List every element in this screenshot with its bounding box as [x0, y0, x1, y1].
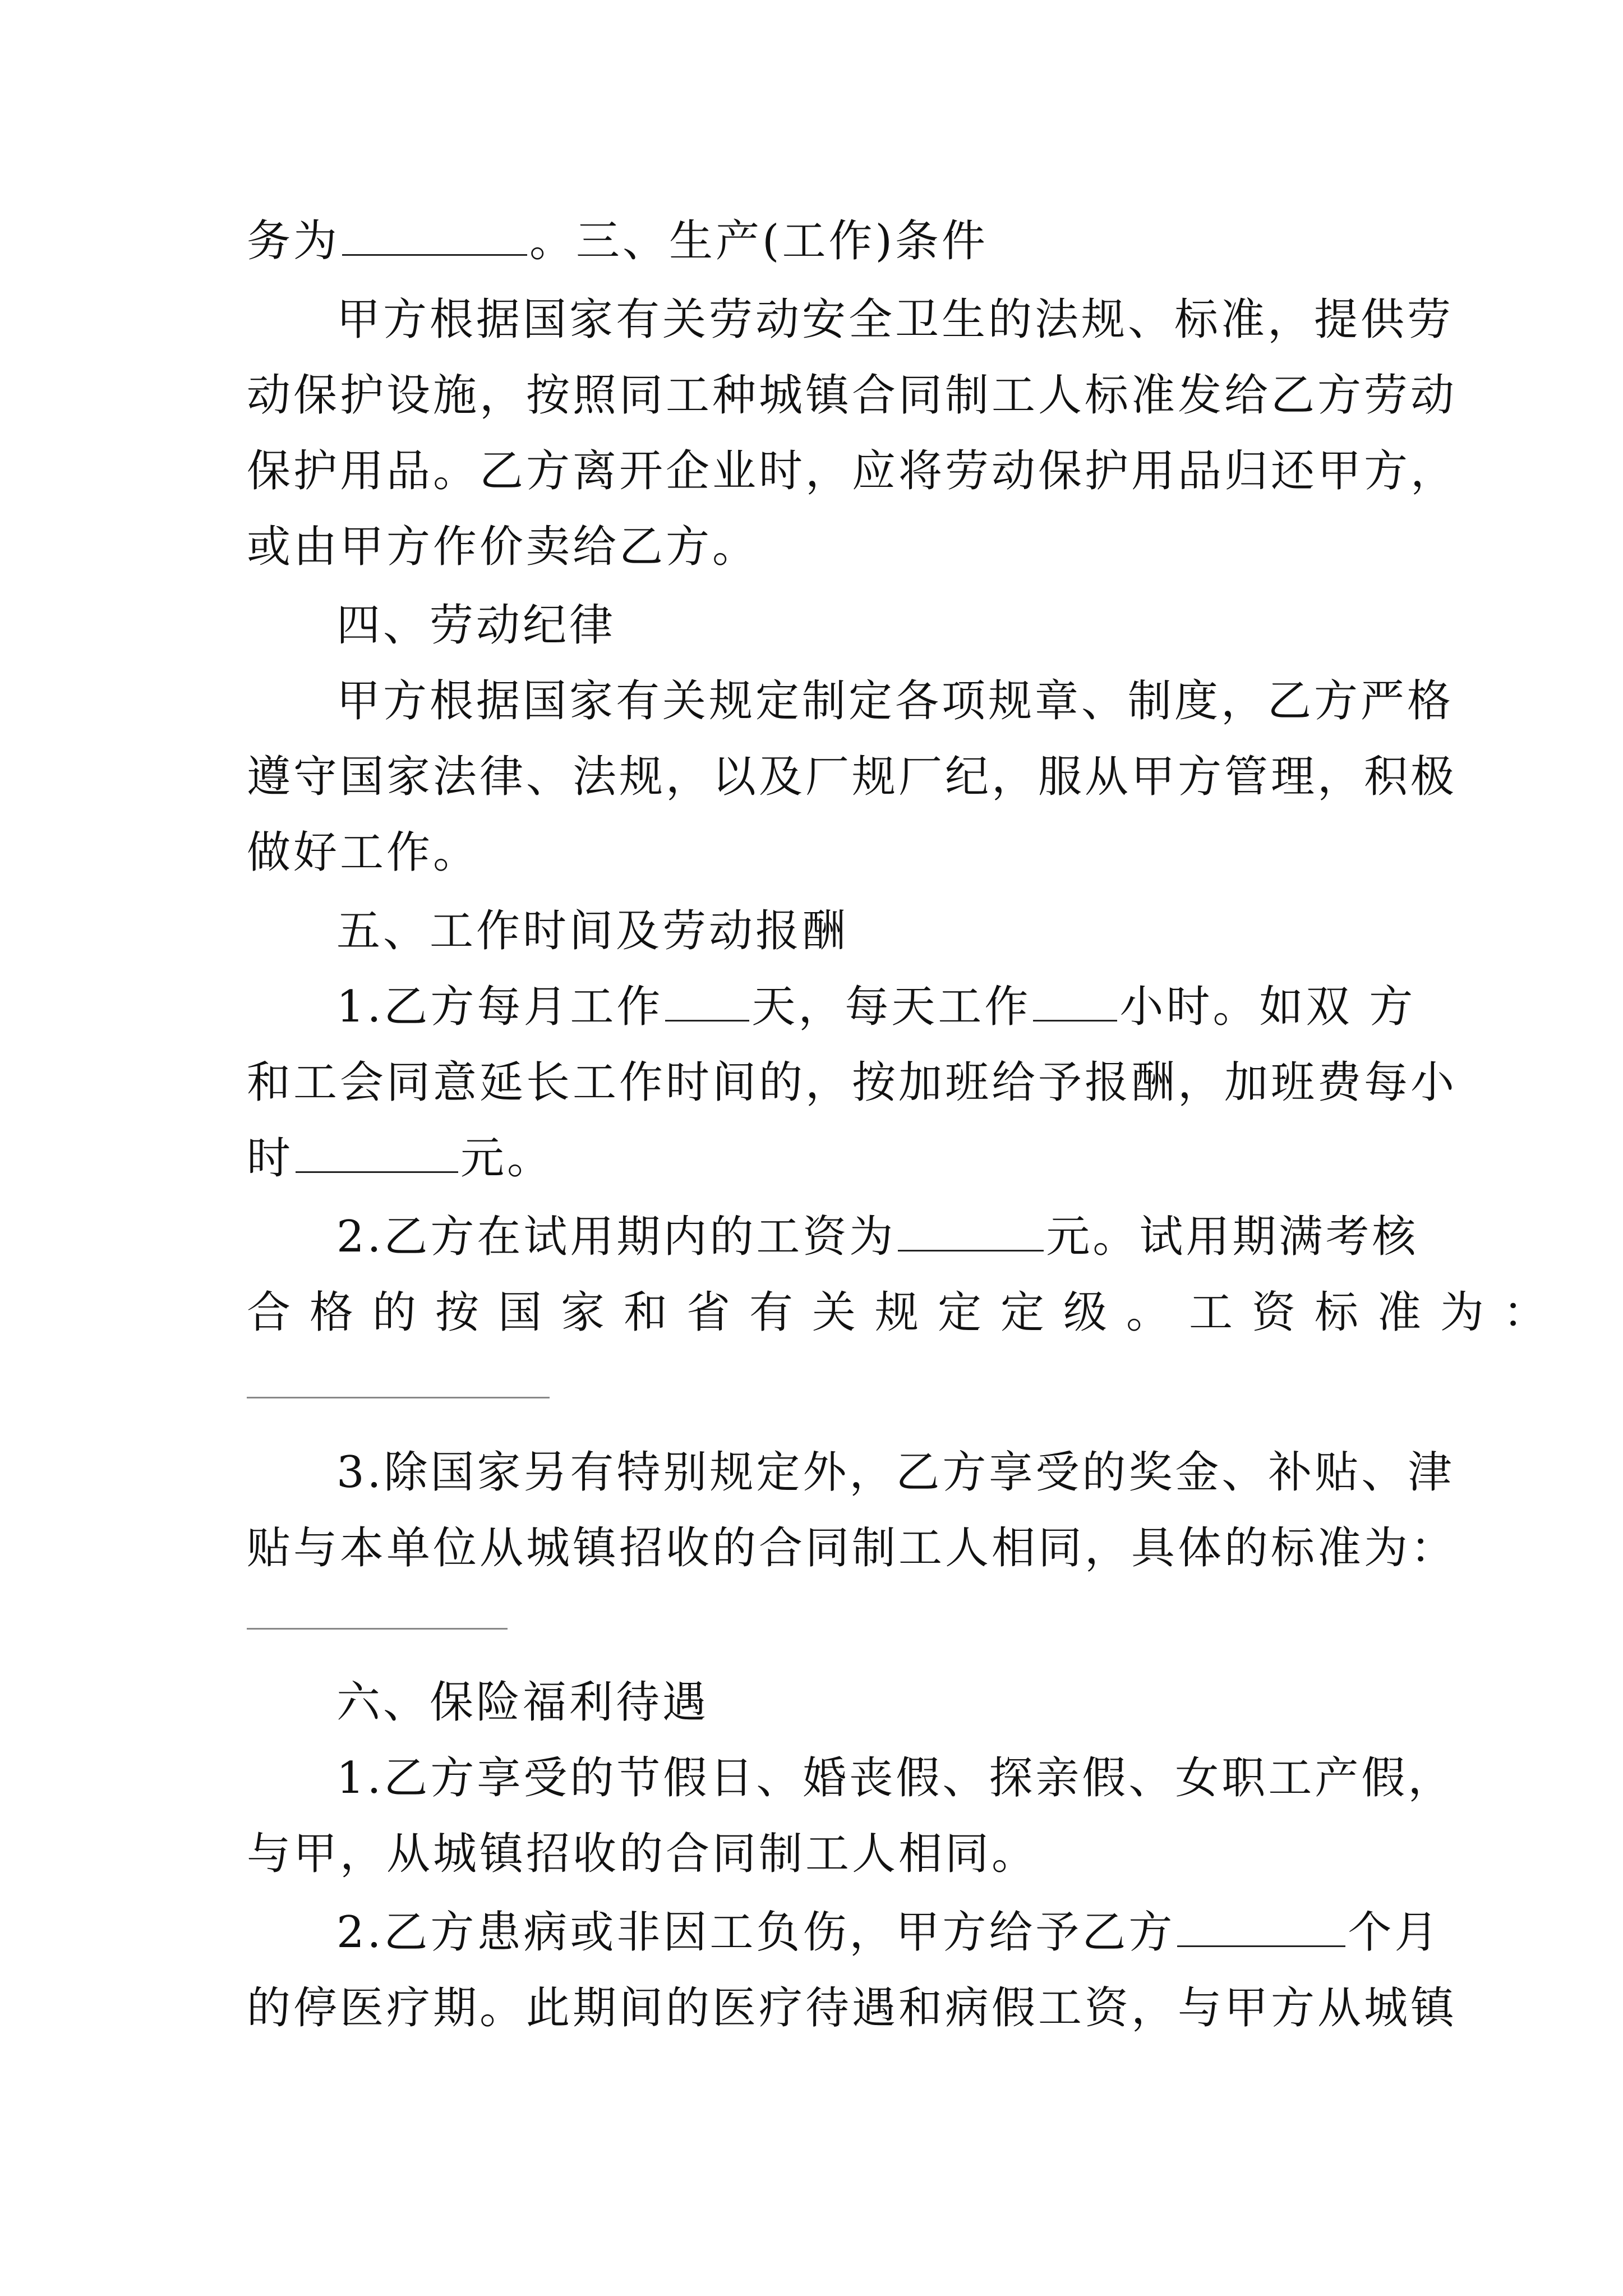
text-fragment: 2.乙方在试用期内的工资为 [336, 1212, 896, 1262]
fill-in-blank [665, 981, 749, 1022]
doc-line: 或由甲方作价卖给乙方。 [247, 522, 759, 572]
doc-line: 与甲，从城镇招收的合同制工人相同。 [247, 1829, 1039, 1879]
text-fragment: 小时。如双 方 [1119, 982, 1416, 1032]
text-fragment: 务为 [247, 216, 340, 266]
doc-line: 遵守国家法律、法规，以及厂规厂纪，服从甲方管理，积极 [247, 752, 1458, 802]
doc-line: 和工会同意延长工作时间的，按加班给予报酬，加班费每小 [247, 1057, 1458, 1108]
doc-line: 保护用品。乙方离开企业时，应将劳动保护用品归还甲方， [247, 446, 1458, 496]
doc-line: 贴与本单位从城镇招收的合同制工人相同，具体的标准为： [247, 1523, 1458, 1573]
doc-line [247, 1130, 1391, 1186]
text-fragment: 个月 [1348, 1907, 1441, 1958]
doc-line: 3.除国家另有特别规定外，乙方享受的奖金、补贴、津 [336, 1447, 1455, 1498]
text-fragment: 元。 [460, 1133, 554, 1184]
section-heading: 四、劳动纪律 [336, 600, 616, 651]
doc-line [247, 213, 1391, 269]
doc-line: 甲方根据国家有关规定制定各项规章、制度，乙方严格 [336, 676, 1454, 726]
doc-line: 动保护设施，按照同工种城镇合同制工人标准发给乙方劳动 [247, 370, 1458, 421]
text-fragment: 时 [247, 1133, 294, 1184]
text-fragment: 1.乙方每月工作 [336, 982, 663, 1032]
fill-in-blank [247, 1397, 550, 1398]
text-fragment: 2.乙方患病或非因工负伤，甲方给予乙方 [336, 1907, 1175, 1958]
fill-in-blank [1033, 981, 1117, 1022]
doc-line: 做好工作。 [247, 827, 480, 878]
fill-in-blank [898, 1211, 1044, 1251]
fill-in-blank [342, 215, 527, 256]
section-heading: 。三、生产(工作)条件 [529, 216, 988, 266]
fill-in-blank [296, 1132, 458, 1173]
fill-in-blank [1177, 1906, 1345, 1947]
section-heading: 六、保险福利待遇 [336, 1677, 709, 1728]
doc-line: 甲方根据国家有关劳动安全卫生的法规、标准，提供劳 [336, 295, 1454, 345]
doc-line: 1.乙方享受的节假日、婚丧假、探亲假、女职工产假， [336, 1753, 1455, 1803]
text-fragment: 元。试用期满考核 [1046, 1212, 1419, 1262]
doc-line: 的停医疗期。此期间的医疗待遇和病假工资，与甲方从城镇 [247, 1983, 1458, 2033]
fill-in-blank [247, 1628, 508, 1630]
doc-line [336, 979, 1416, 1035]
section-heading: 五、工作时间及劳动报酬 [336, 906, 849, 956]
text-fragment: 天，每天工作 [751, 982, 1031, 1032]
doc-line [336, 1904, 1441, 1961]
doc-line: 合格的按国家和省有关规定定级。工资标准为： [247, 1287, 1566, 1338]
doc-line [336, 1209, 1419, 1265]
